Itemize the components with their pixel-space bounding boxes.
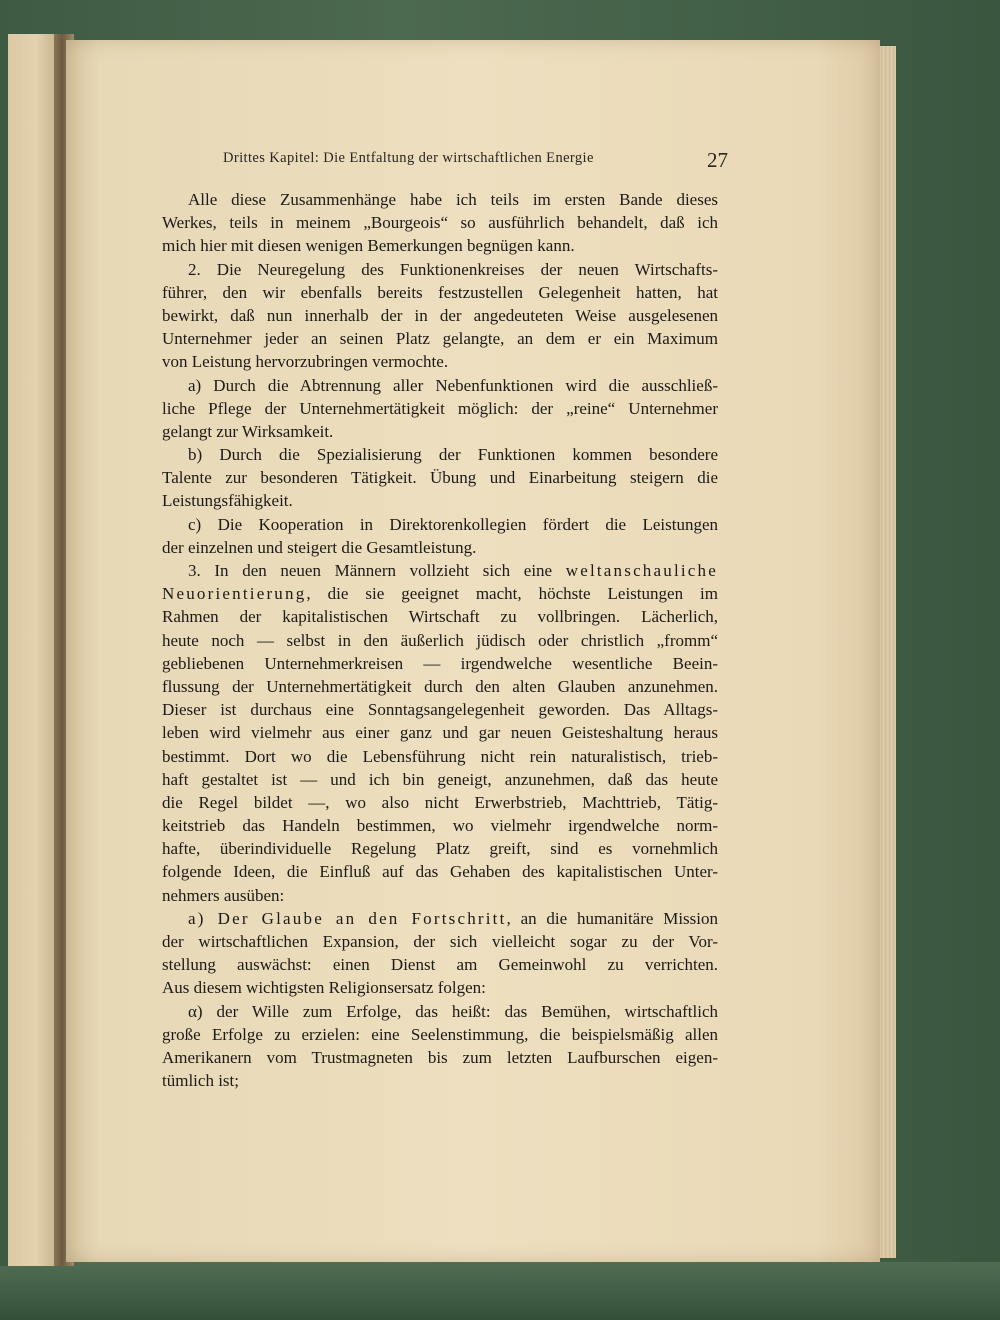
text-line-content: die Regel bildet —, wo also nicht Erwerbstrieb, Machttrieb, Tätig- <box>162 792 718 812</box>
text-line <box>162 327 718 350</box>
text-line <box>162 837 718 860</box>
left-cover-edge <box>0 34 8 1266</box>
text-line-content: der einzelnen und steigert die Gesamtleistung. <box>162 537 477 557</box>
text-line <box>162 930 718 953</box>
text-line <box>162 652 718 675</box>
text-line <box>162 675 718 698</box>
text-line <box>162 443 718 466</box>
text-line-content: stellung auswächst: einen Dienst am Gemeinwohl zu verrichten. <box>162 955 718 975</box>
text-line-content: , die sie geeignet macht, höchste Leistungen im <box>306 584 718 604</box>
text-line <box>162 1023 718 1046</box>
text-line <box>162 536 718 559</box>
text-line-content: Dieser ist durchaus eine Sonntagsangelegenheit geworden. Das Alltags- <box>162 700 718 720</box>
text-line-content: Talente zur besonderen Tätigkeit. Übung und Einarbeitung steigern die <box>162 468 718 488</box>
text-line <box>162 698 718 721</box>
text-line <box>162 860 718 883</box>
text-line-content: Amerikanern vom Trustmagneten bis zum letzten Laufburschen eigen- <box>162 1047 718 1067</box>
text-line-content: 3. In den neuen Männern vollzieht sich eine <box>188 561 553 580</box>
text-line <box>162 721 718 744</box>
text-line-content: Aus diesem wichtigsten Religionsersatz folgen: <box>162 978 486 998</box>
text-line-content: mich hier mit diesen wenigen Bemerkungen begnügen kann. <box>162 236 575 256</box>
book-cover-bottom <box>0 1262 1000 1320</box>
text-line-content: gebliebenen Unternehmerkreisen — irgendwelche wesentliche Beein- <box>162 653 718 673</box>
text-line-content: , an die humanitäre Mission <box>506 908 718 928</box>
text-line <box>162 953 718 976</box>
text-line <box>162 745 718 768</box>
page-number: 27 <box>707 148 728 172</box>
text-line <box>162 768 718 791</box>
text-line-content: der wirtschaftlichen Expansion, der sich vielleicht sogar zu der Vor- <box>162 932 718 951</box>
text-line <box>162 1046 718 1069</box>
text-line <box>162 489 718 512</box>
text-line <box>162 420 718 443</box>
text-line <box>162 976 718 999</box>
text-line-content: hafte, überindividuelle Regelung Platz greift, sind es vornehmlich <box>162 839 718 859</box>
text-line <box>162 304 718 327</box>
text-line-content: heute noch — selbst in den äußerlich jüdisch oder christlich „fromm“ <box>162 630 718 650</box>
text-line <box>162 605 718 628</box>
text-line-content: a) Durch die Abtrennung aller Nebenfunktionen wird die ausschließ- <box>188 375 718 395</box>
text-line <box>162 1069 718 1092</box>
text-line-content: bestimmt. Dort wo die Lebensführung nicht rein naturalistisch, trieb- <box>162 746 718 766</box>
text-line-content: b) Durch die Spezialisierung der Funktionen kommen besondere <box>188 445 718 465</box>
text-line <box>162 559 718 582</box>
text-line-content: Unternehmer jeder an seinen Platz gelangte, an dem er ein Maximum <box>162 329 718 349</box>
text-line-content: Rahmen der kapitalistischen Wirtschaft zu vollbringen. Lächerlich, <box>162 607 718 627</box>
text-line <box>162 884 718 907</box>
text-line <box>162 374 718 397</box>
spaced-emphasis: weltanschauliche <box>565 561 718 580</box>
text-line <box>162 791 718 814</box>
text-line <box>162 629 718 652</box>
text-line-content: Leistungsfähigkeit. <box>162 491 293 511</box>
text-line-content: nehmers ausüben: <box>162 885 285 905</box>
spaced-emphasis: Neuorientierung <box>162 584 307 604</box>
text-line <box>162 466 718 489</box>
running-head: Drittes Kapitel: Die Entfaltung der wirtschaftlichen Energie <box>223 150 594 166</box>
text-line-content: α) der Wille zum Erfolge, das heißt: das Bemühen, wirtschaftlich <box>188 1001 718 1021</box>
text-line <box>162 281 718 304</box>
text-line-content: Werkes, teils in meinem „Bourgeois“ so ausführlich behandelt, daß ich <box>162 213 718 233</box>
text-line-content: liche Pflege der Unternehmertätigkeit möglich: der „reine“ Unternehmer <box>162 398 718 418</box>
text-line-content: haft gestaltet ist — und ich bin geneigt, anzunehmen, daß das heute <box>162 769 718 789</box>
text-line <box>162 397 718 420</box>
text-line-content: von Leistung hervorzubringen vermochte. <box>162 352 449 372</box>
text-line-content: gelangt zur Wirksamkeit. <box>162 421 334 441</box>
text-line-content: flussung der Unternehmertätigkeit durch den alten Glauben anzunehmen. <box>162 676 718 696</box>
text-line-content: bewirkt, daß nun innerhalb der in der angedeuteten Weise ausgelesenen <box>162 305 718 325</box>
page-stack-edge <box>878 46 896 1258</box>
text-line-content: 2. Die Neuregelung des Funktionenkreises der neuen Wirtschafts- <box>188 259 718 279</box>
text-line-content: c) Die Kooperation in Direktorenkollegien fördert die Leistungen <box>188 514 718 534</box>
text-line <box>162 814 718 837</box>
text-line <box>162 211 718 234</box>
text-line-content: folgende Ideen, die Einfluß auf das Gehaben des kapitalistischen Unter- <box>162 862 718 882</box>
text-line <box>162 258 718 281</box>
text-line-content: führer, den wir ebenfalls bereits festzustellen Gelegenheit hatten, hat <box>162 282 718 302</box>
text-line <box>162 234 718 257</box>
spaced-emphasis: a) Der Glaube an den Fortschritt <box>188 908 507 928</box>
text-line <box>162 188 718 211</box>
body-text <box>162 188 718 1092</box>
text-line-content: große Erfolge zu erzielen: eine Seelenstimmung, die beispielsmäßig allen <box>162 1024 718 1044</box>
text-line-content: tümlich ist; <box>162 1071 239 1091</box>
text-line <box>162 907 718 930</box>
text-line <box>162 1000 718 1023</box>
text-line <box>162 350 718 373</box>
text-line-content: leben wird vielmehr aus einer ganz und gar neuen Geisteshaltung heraus <box>162 723 718 743</box>
text-line <box>162 582 718 605</box>
text-line-content: keitstrieb das Handeln bestimmen, wo vielmehr irgendwelche norm- <box>162 816 718 836</box>
text-line <box>162 513 718 536</box>
text-line-content: Alle diese Zusammenhänge habe ich teils im ersten Bande dieses <box>188 190 718 209</box>
